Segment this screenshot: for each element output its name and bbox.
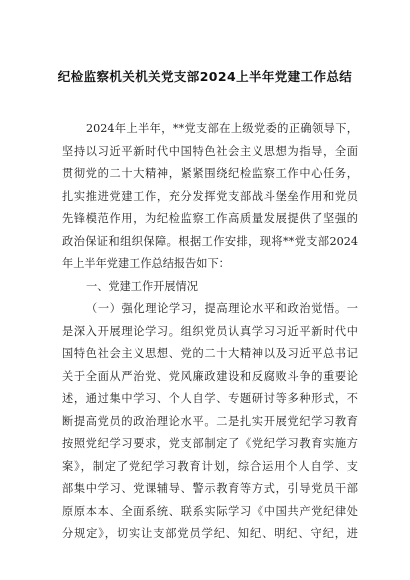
paragraph-line: 原原本本、全面系统、联系实际学习《中国共产党纪律处 [62, 504, 358, 518]
paragraph-line: 述，通过集中学习、个人自学、专题研讨等多种形式，不 [62, 392, 358, 405]
paragraph-line: 2024年上半年，**党支部在上级党委的正确领导下， [86, 122, 358, 135]
paragraph-line: 扎实推进党建工作，充分发挥党支部战斗堡垒作用和党员 [62, 189, 358, 203]
paragraph-line: 部集中学习、党课辅导、警示教育等方式，引导党员干部 [62, 482, 358, 495]
paragraph-line: 国特色社会主义思想、党的二十大精神以及习近平总书记 [62, 347, 358, 360]
paragraph-line: 年上半年党建工作总结报告如下： [62, 257, 230, 270]
document-body [62, 118, 358, 546]
paragraph-line: 按照党纪学习要求，党支部制定了《党纪学习教育实施方 [62, 437, 358, 450]
section-heading: 一、党建工作开展情况 [86, 279, 198, 293]
paragraph-line: 政治保证和组织保障。根据工作安排，现将**党支部2024 [62, 234, 358, 248]
paragraph-line: 是深入开展理论学习。组织党员认真学习习近平新时代中 [62, 324, 358, 338]
paragraph-line: 分规定》，切实让支部党员学纪、知纪、明纪、守纪，进 [62, 527, 358, 540]
paragraph-line: （一）强化理论学习，提高理论水平和政治觉悟。一 [86, 302, 358, 315]
paragraph-line: 先锋模范作用，为纪检监察工作高质量发展提供了坚强的 [62, 212, 358, 225]
paragraph-line: 贯彻党的二十大精神，紧紧围绕纪检监察工作中心任务， [62, 167, 358, 180]
paragraph-line: 案》，制定了党纪学习教育计划，综合运用个人自学、支 [62, 459, 358, 473]
document-title: 纪检监察机关机关党支部2024上半年党建工作总结 [57, 69, 353, 84]
paragraph-line: 关于全面从严治党、党风廉政建设和反腐败斗争的重要论 [62, 369, 358, 383]
paragraph-line: 坚持以习近平新时代中国特色社会主义思想为指导，全面 [62, 144, 358, 158]
paragraph-line: 断提高党员的政治理论水平。二是扎实开展党纪学习教育 [62, 414, 358, 428]
